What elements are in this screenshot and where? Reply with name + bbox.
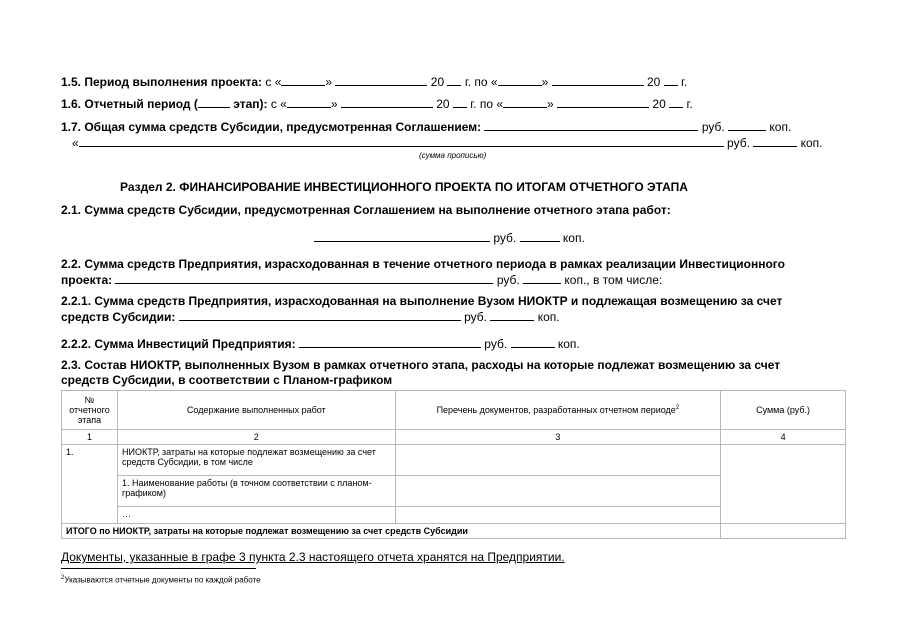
subsidy-words-row: [72, 135, 823, 150]
s222-rub-field[interactable]: [299, 336, 481, 348]
s222-row: [61, 336, 580, 351]
s22-amount-row: [61, 272, 662, 287]
s221-kop-field[interactable]: [490, 309, 534, 321]
report-year2-field[interactable]: [669, 96, 683, 108]
period-year2-field[interactable]: [664, 74, 678, 86]
row-stage-number: 1.: [62, 445, 118, 524]
s22-line2: проекта:: [61, 273, 113, 287]
year-suffix: г.: [686, 97, 693, 111]
row-ellipsis: …: [117, 507, 395, 524]
s23-line1: 2.3. Состав НИОКТР, выполненных Вузом в рамках отчетного этапа, расходы на которые подлежат возмещению за счет: [61, 358, 781, 372]
period-month-field[interactable]: [335, 74, 427, 86]
table-row: [62, 445, 846, 476]
rub-label: руб.: [496, 273, 520, 287]
year-prefix: 20: [436, 97, 450, 111]
section2-title: Раздел 2. ФИНАНСИРОВАНИЕ ИНВЕСТИЦИОННОГО ПРОЕКТА ПО ИТОГАМ ОТЧЕТНОГО ЭТАПА: [120, 180, 688, 194]
col-number: 1: [62, 430, 118, 445]
rub-label: руб.: [701, 120, 725, 134]
report-day2-field[interactable]: [503, 96, 547, 108]
row-work-name: 1. Наименование работы (в точном соответствии с планом-графиком): [117, 476, 395, 507]
footnote-divider: [61, 568, 256, 569]
report-period-label: 1.6. Отчетный период (: [61, 97, 198, 111]
kop-label: коп.: [537, 310, 560, 324]
report-month-field[interactable]: [341, 96, 433, 108]
documents-storage-note: Документы, указанные в графе 3 пункта 2.3 настоящего отчета хранятся на Предприятии.: [61, 550, 565, 564]
table-header-row: [62, 391, 846, 430]
table-total-row: [62, 524, 846, 539]
footnote-text: Указываются отчетные документы по каждой работе: [64, 575, 261, 585]
report-month2-field[interactable]: [557, 96, 649, 108]
kop-label: коп.: [557, 337, 580, 351]
subsidy-total-row: [61, 119, 791, 134]
period-year-field[interactable]: [447, 74, 461, 86]
s222-kop-field[interactable]: [511, 336, 555, 348]
stage-field[interactable]: [198, 96, 230, 108]
s23-line2: средств Субсидии, в соответствии с Планом-графиком: [61, 373, 393, 387]
period-label: 1.5. Период выполнения проекта:: [61, 75, 263, 89]
quote: «: [72, 136, 79, 150]
col-number: 4: [721, 430, 846, 445]
subsidy-total-label: 1.7. Общая сумма средств Субсидии, предусмотренная Соглашением:: [61, 120, 482, 134]
kop-label: коп.: [800, 136, 823, 150]
quote: »: [330, 97, 338, 111]
s22-tail: коп., в том числе:: [564, 273, 663, 287]
header-stage-number: № отчетного этапа: [62, 391, 118, 430]
subsidy-total-field[interactable]: [484, 119, 698, 131]
s221-line2: средств Субсидии:: [61, 310, 176, 324]
stage-label: этап):: [233, 97, 268, 111]
niokr-table: [61, 390, 846, 539]
period-from: с «: [265, 75, 282, 89]
year-suffix: г.: [681, 75, 688, 89]
rub-label: руб.: [727, 136, 750, 150]
s221-rub-field[interactable]: [179, 309, 461, 321]
period-day2-field[interactable]: [498, 74, 542, 86]
s222-label: 2.2.2. Сумма Инвестиций Предприятия:: [61, 337, 296, 351]
s21-label: 2.1. Сумма средств Субсидии, предусмотренная Соглашением на выполнение отчетного этапа работ:: [61, 203, 671, 217]
year-prefix: 20: [430, 75, 445, 89]
header-documents: [395, 391, 721, 430]
period-to: г. по «: [470, 97, 504, 111]
row-documents-cell[interactable]: [395, 507, 721, 524]
period-row: [61, 74, 687, 89]
kop-label: коп.: [769, 120, 792, 134]
report-period-row: [61, 96, 693, 111]
period-day-field[interactable]: [281, 74, 325, 86]
kop-field[interactable]: [728, 119, 766, 131]
footnote-mark: 2: [61, 575, 65, 581]
s22-kop-field[interactable]: [523, 272, 561, 284]
s221-amount-row: [61, 309, 560, 324]
total-label: ИТОГО по НИОКТР, затраты на которые подлежат возмещению за счет средств Субсидии: [62, 524, 721, 539]
quote: »: [325, 75, 333, 89]
header-sum: Сумма (руб.): [721, 391, 846, 430]
year-prefix: 20: [652, 97, 666, 111]
header-documents-text: Перечень документов, разработанных отчетном периоде: [436, 405, 676, 415]
row-documents-cell[interactable]: [395, 445, 721, 476]
sum-in-words-note: (сумма прописью): [419, 151, 487, 160]
header-work-content: Содержание выполненных работ: [117, 391, 395, 430]
col-number: 2: [117, 430, 395, 445]
report-year-field[interactable]: [453, 96, 467, 108]
report-day-field[interactable]: [287, 96, 331, 108]
quote: »: [547, 97, 554, 111]
kop-field[interactable]: [753, 135, 797, 147]
s21-amount-row: [314, 230, 585, 245]
row-niokr-summary: НИОКТР, затраты на которые подлежат возмещению за счет средств Субсидии, в том числе: [117, 445, 395, 476]
row-sum-cell[interactable]: [721, 445, 846, 524]
s21-rub-field[interactable]: [314, 230, 490, 242]
row-documents-cell[interactable]: [395, 476, 721, 507]
period-month2-field[interactable]: [552, 74, 644, 86]
total-sum-cell[interactable]: [721, 524, 846, 539]
rub-label: руб.: [484, 337, 508, 351]
table-numbers-row: [62, 430, 846, 445]
col-number: 3: [395, 430, 721, 445]
s22-line1: 2.2. Сумма средств Предприятия, израсходованная в течение отчетного периода в рамках реализации Инвестиционного: [61, 257, 785, 271]
rub-label: руб.: [464, 310, 487, 324]
year-prefix: 20: [646, 75, 661, 89]
period-to: г. по «: [464, 75, 498, 89]
subsidy-words-field[interactable]: [79, 135, 724, 147]
kop-label: коп.: [562, 231, 585, 245]
period-from: с «: [270, 97, 287, 111]
s21-kop-field[interactable]: [520, 230, 560, 242]
s22-rub-field[interactable]: [115, 272, 493, 284]
footnote: [61, 575, 261, 585]
rub-label: руб.: [493, 231, 517, 245]
quote: »: [541, 75, 549, 89]
footnote-ref: 2: [675, 405, 680, 411]
s221-line1: 2.2.1. Сумма средств Предприятия, израсходованная на выполнение Вузом НИОКТР и подлежащая возмещению за счет: [61, 294, 783, 308]
